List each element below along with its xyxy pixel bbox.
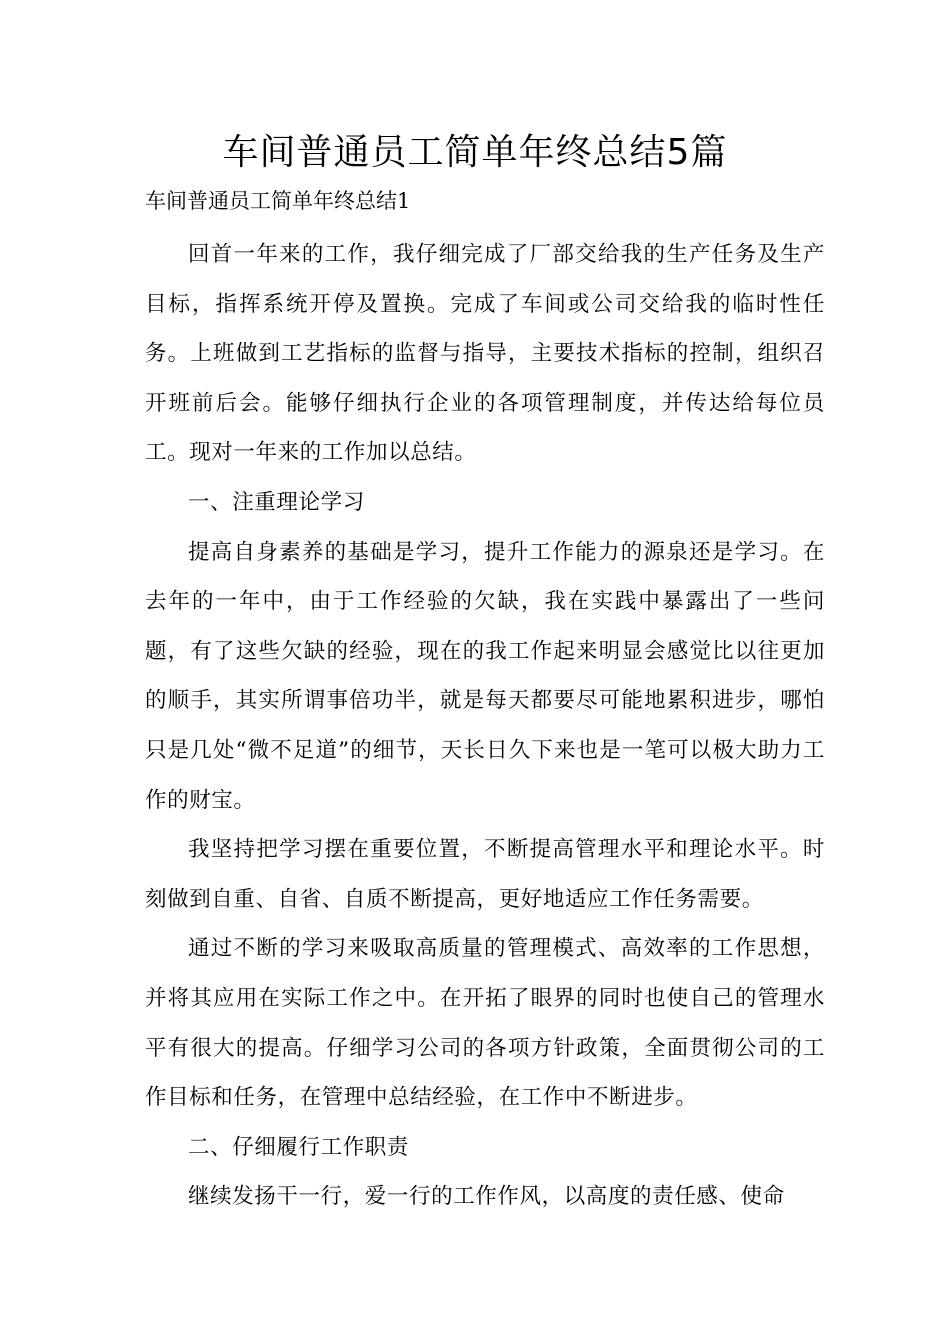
paragraph-study-basis: 提高自身素养的基础是学习，提升工作能力的源泉还是学习。在去年的一年中，由于工作经验的欠缺，我在实践中暴露出了一些问题，有了这些欠缺的经验，现在的我工作起来明显会感觉比以往更加的顺手，其实所谓事倍功半，就是每天都要尽可能地累积进步，哪怕只是几处“微不足道”的细节，天长日久下来也是一笔可以极大助力工作的财宝。 [145, 539, 825, 813]
paragraph-management-learning: 通过不断的学习来吸取高质量的管理模式、高效率的工作思想，并将其应用在实际工作之中。在开拓了眼界的同时也使自己的管理水平有很大的提高。仔细学习公司的各项方针政策，全面贯彻公司的工作目标和任务，在管理中总结经验，在工作中不断进步。 [145, 936, 825, 1111]
paragraph-work-style: 继续发扬干一行，爱一行的工作作风，以高度的责任感、使命 [188, 1184, 785, 1210]
paragraph-study-priority: 我坚持把学习摆在重要位置，不断提高管理水平和理论水平。时刻做到自重、自省、自质不断提高，更好地适应工作任务需要。 [145, 837, 825, 912]
document-title: 车间普通员工简单年终总结5篇 [222, 132, 728, 173]
section-heading-theory-study: 一、注重理论学习 [188, 489, 365, 515]
section-heading-duties: 二、仔细履行工作职责 [188, 1134, 410, 1160]
document-body [145, 230, 825, 1222]
section-subtitle: 车间普通员工简单年终总结1 [145, 189, 411, 213]
paragraph-intro: 回首一年来的工作，我仔细完成了厂部交给我的生产任务及生产目标，指挥系统开停及置换。完成了车间或公司交给我的临时性任务。上班做到工艺指标的监督与指导，主要技术指标的控制，组织召开班前后会。能够仔细执行企业的各项管理制度，并传达给每位员工。现对一年来的工作加以总结。 [145, 242, 825, 466]
